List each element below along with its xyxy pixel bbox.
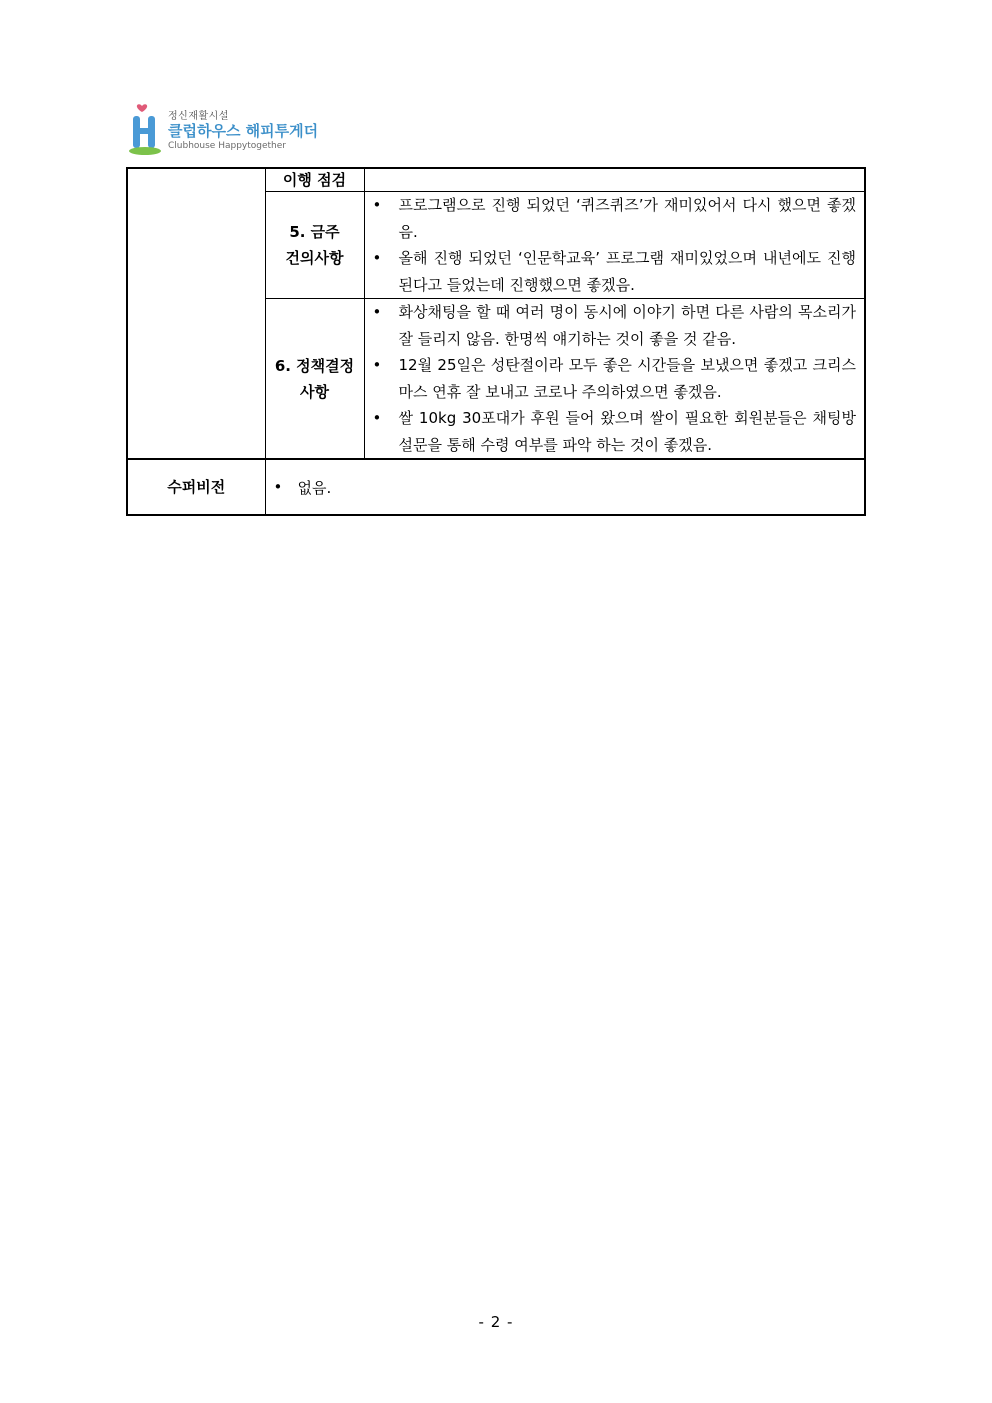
table-row-implementation-check [127, 168, 865, 192]
section5-list [365, 192, 865, 298]
list-item: • 쌀 10kg 30포대가 후원 들어 왔으며 쌀이 필요한 회원분들은 채팅방 설문을 통해 수령 여부를 파악 하는 것이 좋겠음. [371, 405, 857, 458]
clubhouse-logo [128, 104, 328, 156]
section6-title: 사항 [300, 382, 329, 401]
section5-content [364, 192, 865, 299]
supervision-bullet: • [273, 478, 283, 496]
logo-english-name: Clubhouse Happytogether [168, 141, 286, 151]
list-item: • 화상채팅을 할 때 여러 명이 동시에 이야기 하면 다른 사람의 목소리가 잘 들리지 않음. 한명씩 얘기하는 것이 좋을 것 같음. [371, 299, 857, 352]
list-item: • 올해 진행 되었던 ‘인문학교육’ 프로그램 재미있었으며 내년에도 진행된다고 들었는데 진행했으면 좋겠음. [371, 245, 857, 298]
implementation-check-label: 이행 점검 [265, 168, 364, 192]
section6-content [364, 299, 865, 460]
page-number: - 2 - [478, 1313, 514, 1331]
supervision-label: 수퍼비전 [127, 459, 265, 515]
supervision-content [265, 459, 865, 515]
list-item: • 프로그램으로 진행 되었던 ‘퀴즈퀴즈’가 재미있어서 다시 했으면 좋겠음. [371, 192, 857, 245]
section5-heading [265, 192, 364, 299]
section6-list [365, 299, 865, 458]
list-item: • 12월 25일은 성탄절이라 모두 좋은 시간들을 보냈으면 좋겠고 크리스마스 연휴 잘 보내고 코로나 주의하였으면 좋겠음. [371, 352, 857, 405]
table-row-supervision [127, 459, 865, 515]
meeting-minutes-table [126, 167, 866, 516]
logo-title: 클럽하우스 해피투게더 [168, 122, 319, 140]
logo-subtitle: 정신재활시설 [168, 111, 229, 122]
section6-heading [265, 299, 364, 460]
clubhouse-h-logo-icon [128, 104, 168, 156]
left-blank-cell [127, 168, 265, 459]
implementation-check-content [364, 168, 865, 192]
section5-number: 5. 금주 [289, 223, 340, 241]
section5-title: 건의사항 [285, 249, 344, 267]
supervision-text: 없음. [297, 478, 332, 497]
section6-number: 6. 정책결정 [274, 356, 355, 375]
